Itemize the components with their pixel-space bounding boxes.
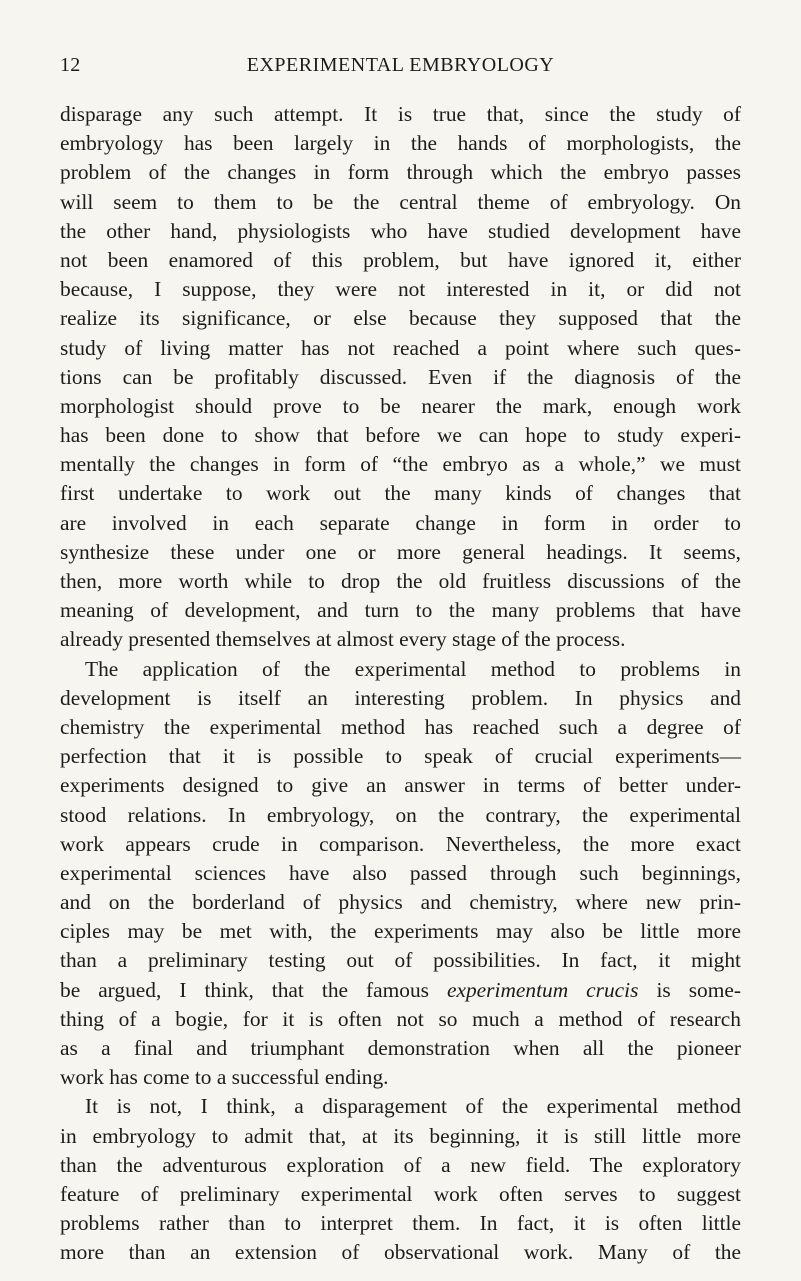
text-line: as a final and triumphant demonstration when all the pioneer [60,1036,741,1060]
text-line [60,976,741,1005]
text-line: work has come to a successful ending. [60,1065,389,1090]
text-line: has been done to show that before we can hope to study experi- [60,423,741,448]
page-number: 12 [60,54,81,76]
text-line: problem of the changes in form through which the embryo passes [60,160,741,185]
text-line: and on the borderland of physics and chemistry, where new prin- [60,890,741,915]
body-text [60,100,741,1268]
text-line: are involved in each separate change in form in order to [60,510,741,535]
text-line: more than an extension of observational work. Many of the [60,1240,741,1265]
text-line: stood relations. In embryology, on the contrary, the experimental [60,802,741,827]
text-line: It is not, I think, a disparagement of the experimental method [85,1094,741,1119]
text-line: ciples may be met with, the experiments may also be little more [60,919,741,944]
text-line: disparage any such attempt. It is true that, since the study of [60,102,741,126]
text-line: first undertake to work out the many kinds of changes that [60,481,741,506]
text-line: realize its significance, or else because they supposed that the [60,306,741,331]
text-line: chemistry the experimental method has reached such a degree of [60,714,741,739]
text-fragment: be argued, I think, that the famous [60,977,429,1002]
text-line: already presented themselves at almost every stage of the process. [60,627,626,652]
text-line: mentally the changes in form of “the embryo as a whole,” we must [60,452,741,477]
text-line: study of living matter has not reached a point where such ques- [60,335,741,360]
text-line: experiments designed to give an answer in terms of better under- [60,773,741,798]
text-line: meaning of development, and turn to the many problems that have [60,598,741,623]
text-line: development is itself an interesting problem. In physics and [60,685,741,710]
text-line: the other hand, physiologists who have studied development have [60,218,741,243]
text-fragment: is some- [656,977,742,1002]
text-line: embryology has been largely in the hands of morphologists, the [60,131,741,156]
text-line: The application of the experimental method to problems in [85,656,741,681]
text-line: perfection that it is possible to speak of crucial experiments— [60,744,741,769]
text-line: because, I suppose, they were not interested in it, or did not [60,277,741,302]
text-line: will seem to them to be the central theme of embryology. On [60,189,741,214]
text-line: not been enamored of this problem, but have ignored it, either [60,247,741,272]
text-line: work appears crude in comparison. Nevertheless, the more exact [60,831,741,856]
text-line: then, more worth while to drop the old fruitless discussions of the [60,569,741,593]
running-title: EXPERIMENTAL EMBRYOLOGY [246,54,555,76]
text-line: feature of preliminary experimental work often serves to suggest [60,1181,741,1206]
text-line: synthesize these under one or more general headings. It seems, [60,539,741,564]
text-line: experimental sciences have also passed through such beginnings, [60,860,741,885]
text-line: than a preliminary testing out of possibilities. In fact, it might [60,948,741,973]
text-line: tions can be profitably discussed. Even if the diagnosis of the [60,364,741,389]
text-line: than the adventurous exploration of a new field. The exploratory [60,1152,741,1177]
latin-term: experimentum crucis [447,977,639,1002]
text-line: thing of a bogie, for it is often not so much a method of research [60,1006,741,1031]
text-line: morphologist should prove to be nearer the mark, enough work [60,393,741,418]
text-line: problems rather than to interpret them. In fact, it is often little [60,1211,741,1236]
text-line: in embryology to admit that, at its beginning, it is still little more [60,1123,741,1148]
running-head [60,54,741,84]
